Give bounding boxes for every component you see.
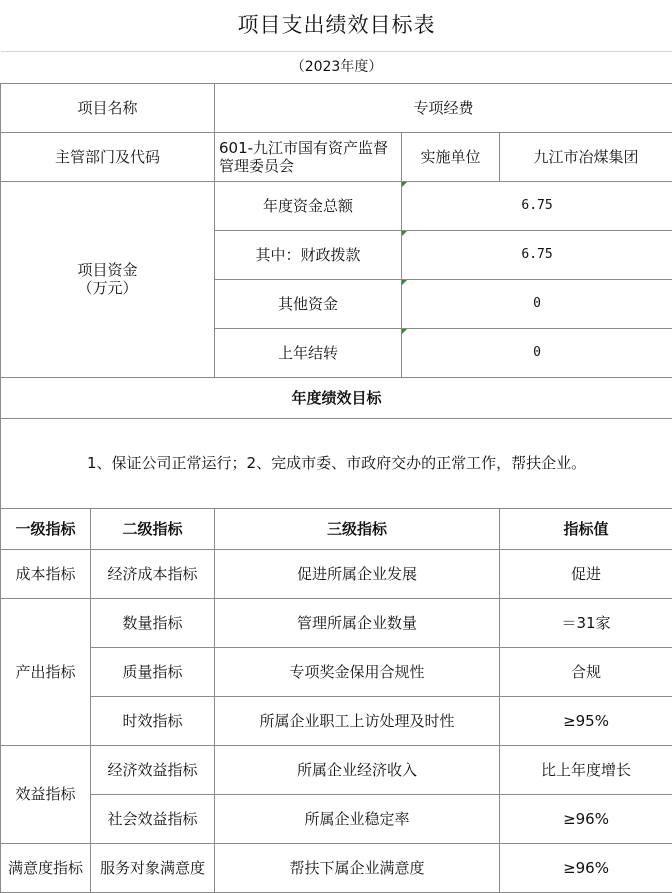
level2-cell: 经济成本指标 (91, 549, 215, 598)
value-cell: 比上年度增长 (500, 745, 672, 794)
level1-cell: 产出指标 (1, 598, 91, 745)
table-row (1, 598, 672, 647)
level2-cell: 经济效益指标 (91, 745, 215, 794)
funds-carryover-label: 上年结转 (215, 328, 402, 377)
funds-other-value: 0 (402, 279, 672, 328)
project-name-value: 专项经费 (215, 83, 672, 132)
goal-header: 年度绩效目标 (1, 377, 672, 418)
level1-cell: 成本指标 (1, 549, 91, 598)
header-level2: 二级指标 (91, 508, 215, 549)
funds-total-label: 年度资金总额 (215, 181, 402, 230)
dept-label: 主管部门及代码 (1, 132, 215, 181)
table-row (1, 696, 672, 745)
funds-fiscal-label: 其中：财政拨款 (215, 230, 402, 279)
level3-cell: 所属企业职工上访处理及时性 (215, 696, 500, 745)
value-cell: 促进 (500, 549, 672, 598)
page-title: 项目支出绩效目标表 (1, 0, 672, 51)
year-label: （2023年度） (1, 51, 672, 83)
table-row (1, 647, 672, 696)
value-cell: 合规 (500, 647, 672, 696)
impl-label: 实施单位 (402, 132, 500, 181)
level2-cell: 服务对象满意度 (91, 843, 215, 892)
dept-value: 601-九江市国有资产监督管理委员会 (215, 132, 402, 181)
table-row (1, 794, 672, 843)
level2-cell: 质量指标 (91, 647, 215, 696)
value-cell: ≥96% (500, 794, 672, 843)
table-row (1, 745, 672, 794)
header-level3: 三级指标 (215, 508, 500, 549)
level3-cell: 管理所属企业数量 (215, 598, 500, 647)
goal-text: 1、保证公司正常运行；2、完成市委、市政府交办的正常工作，帮扶企业。 (1, 418, 672, 508)
table-row (1, 843, 672, 892)
impl-value: 九江市冶煤集团 (500, 132, 672, 181)
level1-cell: 效益指标 (1, 745, 91, 843)
level2-cell: 时效指标 (91, 696, 215, 745)
project-name-label: 项目名称 (1, 83, 215, 132)
level2-cell: 数量指标 (91, 598, 215, 647)
level3-cell: 专项奖金保用合规性 (215, 647, 500, 696)
level3-cell: 所属企业经济收入 (215, 745, 500, 794)
table-row (1, 549, 672, 598)
funds-fiscal-value: 6.75 (402, 230, 672, 279)
funds-total-value: 6.75 (402, 181, 672, 230)
funds-label: 项目资金 （万元） (1, 181, 215, 377)
value-cell: ＝31家 (500, 598, 672, 647)
funds-other-label: 其他资金 (215, 279, 402, 328)
level1-cell: 满意度指标 (1, 843, 91, 892)
header-value: 指标值 (500, 508, 672, 549)
value-cell: ≥96% (500, 843, 672, 892)
value-cell: ≥95% (500, 696, 672, 745)
header-level1: 一级指标 (1, 508, 91, 549)
funds-carryover-value: 0 (402, 328, 672, 377)
level3-cell: 促进所属企业发展 (215, 549, 500, 598)
level3-cell: 帮扶下属企业满意度 (215, 843, 500, 892)
level2-cell: 社会效益指标 (91, 794, 215, 843)
level3-cell: 所属企业稳定率 (215, 794, 500, 843)
